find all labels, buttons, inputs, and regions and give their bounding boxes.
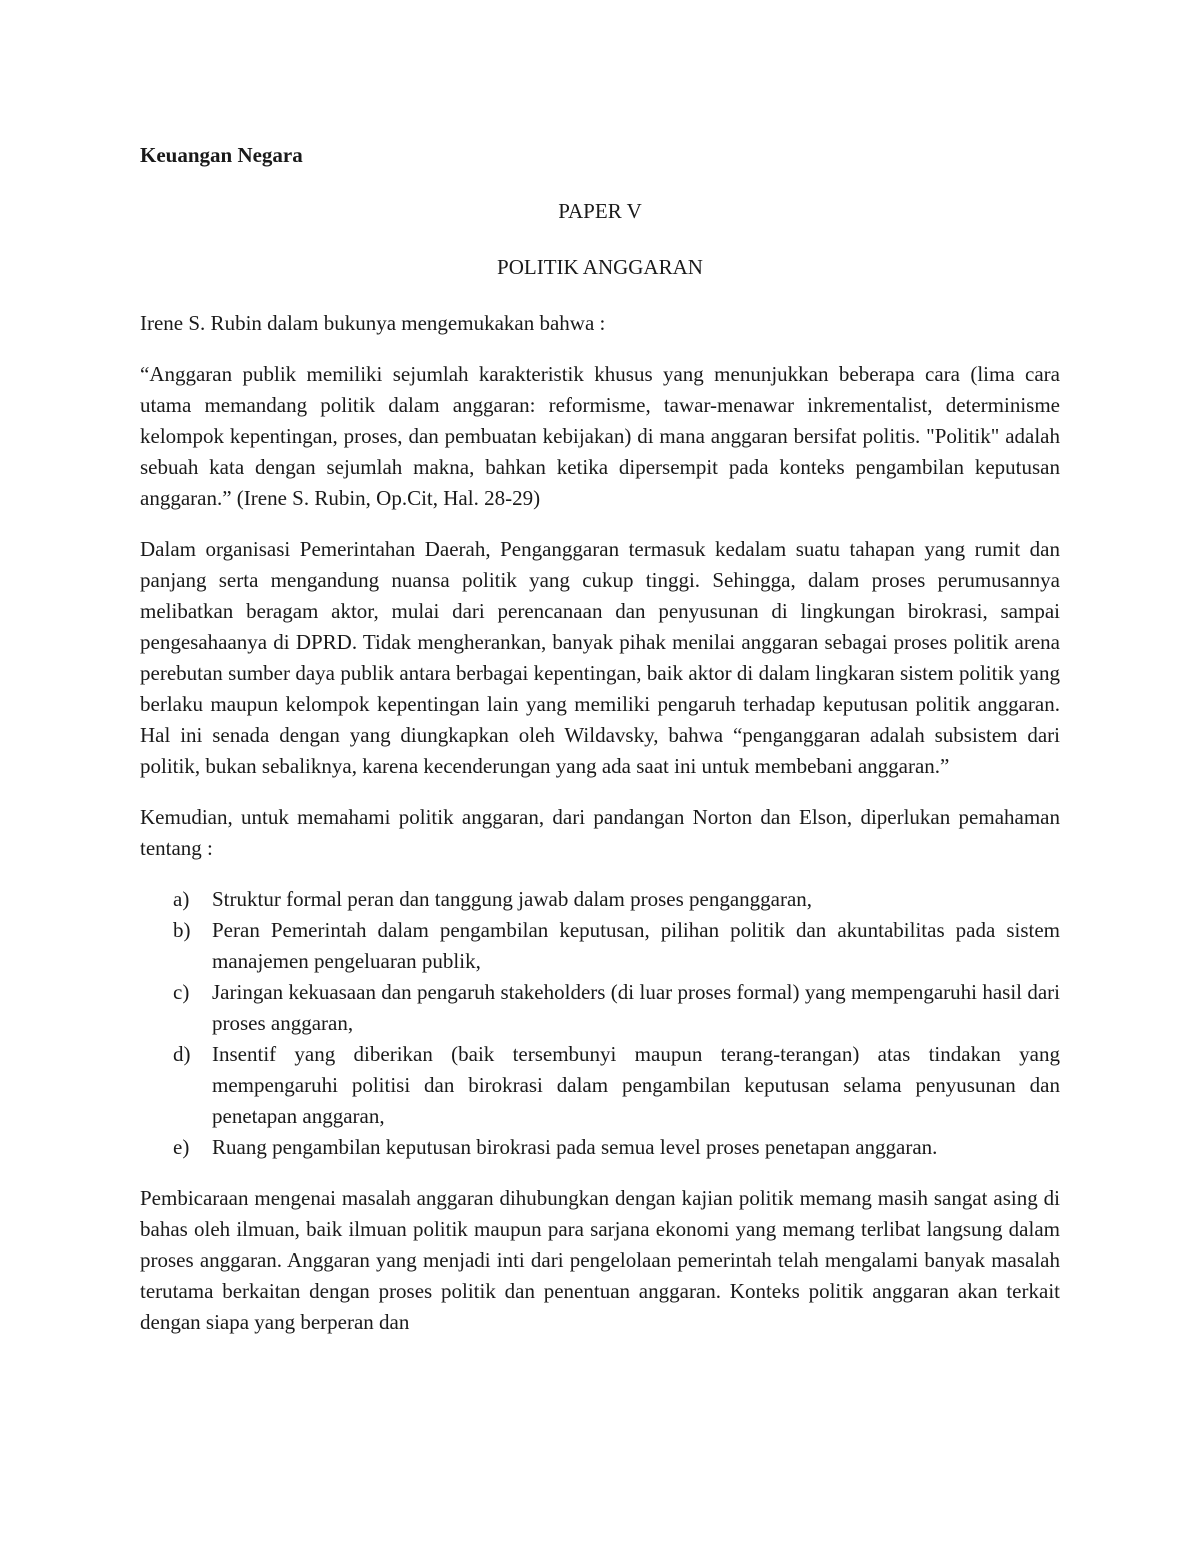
understanding-list [140,884,1060,1163]
list-item [140,915,1060,977]
list-marker: a) [173,887,190,911]
list-item-text: Struktur formal peran dan tanggung jawab dalam proses penganggaran, [212,887,813,911]
paper-number: PAPER V [558,199,642,223]
list-marker: e) [173,1135,190,1159]
list-marker: c) [173,980,190,1004]
list-item-text: Insentif yang diberikan (baik tersembunyi maupun terang-terangan) atas tindakan yang mempengaruhi politisi dan birokrasi dalam pengambilan keputusan selama penyusunan dan penetapan anggaran, [212,1042,1060,1128]
list-item [140,1039,1060,1132]
list-marker: b) [173,918,191,942]
list-item-text: Ruang pengambilan keputusan birokrasi pada semua level proses penetapan anggaran. [212,1135,938,1159]
list-item-text: Peran Pemerintah dalam pengambilan keputusan, pilihan politik dan akuntabilitas pada sistem manajemen pengeluaran publik, [212,918,1060,973]
list-item [140,977,1060,1039]
list-marker: d) [173,1042,191,1066]
list-item-text: Jaringan kekuasaan dan pengaruh stakeholders (di luar proses formal) yang mempengaruhi hasil dari proses anggaran, [212,980,1060,1035]
body-paragraph: Pembicaraan mengenai masalah anggaran dihubungkan dengan kajian politik memang masih sangat asing di bahas oleh ilmuan, baik ilmuan politik maupun para sarjana ekonomi yang memang terlibat langsung dalam proses anggaran. Anggaran yang menjadi inti dari pengelolaan pemerintah telah mengalami banyak masalah terutama berkaitan dengan proses politik dan penentuan anggaran. Konteks politik anggaran akan terkait dengan siapa yang berperan dan [140,1186,1060,1334]
quote-paragraph: “Anggaran publik memiliki sejumlah karakteristik khusus yang menunjukkan beberapa cara (lima cara utama memandang politik dalam anggaran: reformisme, tawar-menawar inkrementalist, determinisme kelompok kepentingan, proses, dan pembuatan kebijakan) di mana anggaran bersifat politis. "Politik" adalah sebuah kata dengan sejumlah makna, bahkan ketika dipersempit pada konteks pengambilan keputusan anggaran.” (Irene S. Rubin, Op.Cit, Hal. 28-29) [140,362,1060,510]
list-item [140,1132,1060,1163]
document-page [140,140,1060,1358]
list-item [140,884,1060,915]
intro-line: Irene S. Rubin dalam bukunya mengemukakan bahwa : [140,311,606,335]
body-paragraph: Kemudian, untuk memahami politik anggaran, dari pandangan Norton dan Elson, diperlukan pemahaman tentang : [140,805,1060,860]
body-paragraph: Dalam organisasi Pemerintahan Daerah, Penganggaran termasuk kedalam suatu tahapan yang rumit dan panjang serta mengandung nuansa politik yang cukup tinggi. Sehingga, dalam proses perumusannya melibatkan beragam aktor, mulai dari perencanaan dan penyusunan di lingkungan birokrasi, sampai pengesahaanya di DPRD. Tidak mengherankan, banyak pihak menilai anggaran sebagai proses politik arena perebutan sumber daya publik antara berbagai kepentingan, baik aktor di dalam lingkaran sistem politik yang berlaku maupun kelompok kepentingan lain yang memiliki pengaruh terhadap keputusan politik anggaran. Hal ini senada dengan yang diungkapkan oleh Wildavsky, bahwa “penganggaran adalah subsistem dari politik, bukan sebaliknya, karena kecenderungan yang ada saat ini untuk membebani anggaran.” [140,537,1060,778]
course-title: Keuangan Negara [140,143,303,167]
paper-title: POLITIK ANGGARAN [497,255,703,279]
